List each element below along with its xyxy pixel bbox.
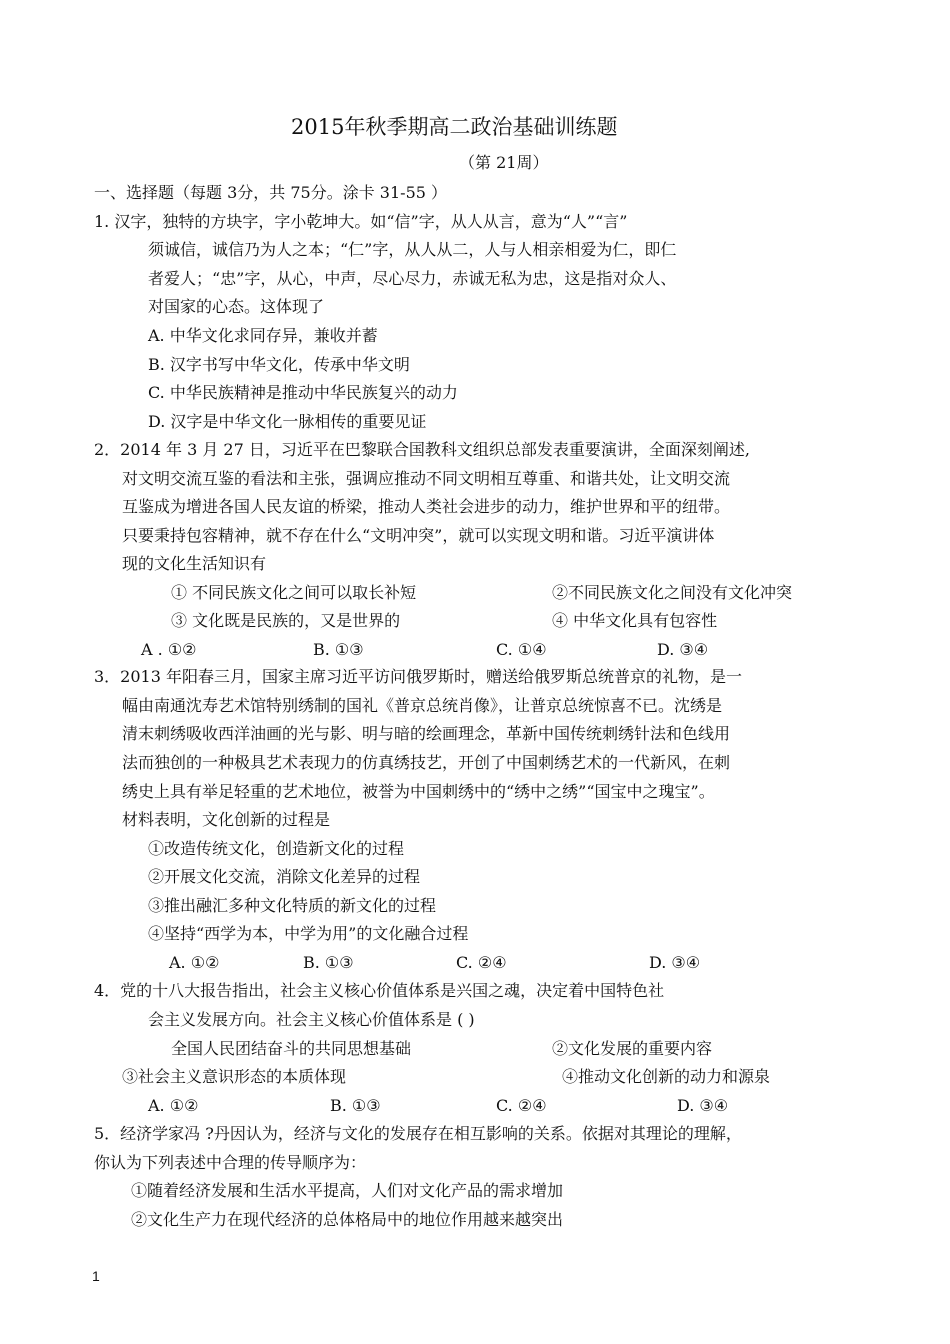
choice-d: D. ③④ (677, 1096, 729, 1115)
statement-item: ④推动文化创新的动力和源泉 (562, 1067, 771, 1086)
statement-item: ① 不同民族文化之间可以取长补短 (171, 583, 417, 602)
question-text-line: 清末刺绣吸收西洋油画的光与影、明与暗的绘画理念，革新中国传统刺绣针法和色线用 (122, 724, 731, 743)
question-text-line: 3．2013 年阳春三月，国家主席习近平访问俄罗斯时，赠送给俄罗斯总统普京的礼物，是一 (94, 667, 742, 686)
choice-d: D. ③④ (657, 640, 709, 659)
question-text-line: 4．党的十八大报告指出，社会主义核心价值体系是兴国之魂，决定着中国特色社 (94, 981, 665, 1000)
choice-c: C. ②④ (496, 1096, 547, 1115)
question-text-line: 只要秉持包容精神，就不存在什么“文明冲突”，就可以实现文明和谐。习近平演讲体 (122, 526, 715, 545)
option-b: B. 汉字书写中华文化，传承中华文明 (148, 355, 410, 374)
page-number: 1 (92, 1268, 100, 1284)
statement-item: ③ 文化既是民族的，又是世界的 (171, 611, 401, 630)
choice-c: C. ②④ (456, 953, 507, 972)
choice-d: D. ③④ (649, 953, 701, 972)
question-text-line: 须诚信，诚信乃为人之本；“仁”字，从人从二，人与人相亲相爱为仁，即仁 (148, 240, 677, 259)
week-label: （第 21周） (459, 153, 549, 172)
question-text-line: 者爱人；“忠”字，从心，中声，尽心尽力，赤诚无私为忠，这是指对众人、 (148, 269, 677, 288)
choice-b: B. ①③ (303, 953, 354, 972)
option-a: A. 中华文化求同存异，兼收并蓄 (148, 326, 378, 345)
question-text-line: 对国家的心态。这体现了 (148, 297, 325, 316)
option-d: D. 汉字是中华文化一脉相传的重要见证 (148, 412, 427, 431)
question-text-line: 互鉴成为增进各国人民友谊的桥梁，推动人类社会进步的动力，维护世界和平的纽带。 (122, 497, 731, 516)
question-text-line: 1. 汉字，独特的方块字，字小乾坤大。如“信”字，从人从言，意为“人”“言” (94, 212, 628, 231)
statement-item: ②文化生产力在现代经济的总体格局中的地位作用越来越突出 (131, 1210, 564, 1229)
choice-b: B. ①③ (330, 1096, 381, 1115)
choice-a: A . ①② (141, 640, 197, 659)
question-text-line: 法而独创的一种极具艺术表现力的仿真绣技艺，开创了中国刺绣艺术的一代新风，在刺 (122, 753, 731, 772)
statement-item: ③社会主义意识形态的本质体现 (122, 1067, 347, 1086)
section-header: 一、选择题（每题 3分，共 75分。涂卡 31-55 ） (94, 183, 448, 202)
question-text-line: 现的文化生活知识有 (122, 554, 267, 573)
statement-item: ①改造传统文化，创造新文化的过程 (148, 839, 405, 858)
statement-item: ②开展文化交流，消除文化差异的过程 (148, 867, 421, 886)
option-c: C. 中华民族精神是推动中华民族复兴的动力 (148, 383, 458, 402)
choice-a: A. ①② (169, 953, 220, 972)
question-text-line: 5．经济学家冯 ?丹因认为，经济与文化的发展存在相互影响的关系。依据对其理论的理解， (94, 1124, 742, 1143)
statement-item: 全国人民团结奋斗的共同思想基础 (171, 1039, 412, 1058)
question-text-line: 材料表明，文化创新的过程是 (122, 810, 331, 829)
statement-item: ②不同民族文化之间没有文化冲突 (552, 583, 793, 602)
question-text-line: 你认为下列表述中合理的传导顺序为： (94, 1153, 367, 1172)
statement-item: ④坚持“西学为本，中学为用”的文化融合过程 (148, 924, 469, 943)
question-text-line: 2．2014 年 3 月 27 日，习近平在巴黎联合国教科文组织总部发表重要演讲，全面深刻阐述, (94, 440, 750, 459)
question-text-line: 幅由南通沈寿艺术馆特别绣制的国礼《普京总统肖像》，让普京总统惊喜不已。沈绣是 (122, 696, 723, 715)
page-title: 2015年秋季期高二政治基础训练题 (291, 115, 618, 139)
statement-item: ③推出融汇多种文化特质的新文化的过程 (148, 896, 437, 915)
choice-c: C. ①④ (496, 640, 547, 659)
question-text-line: 对文明交流互鉴的看法和主张，强调应推动不同文明相互尊重、和谐共处，让文明交流 (122, 469, 731, 488)
statement-item: ②文化发展的重要内容 (552, 1039, 713, 1058)
choice-b: B. ①③ (313, 640, 364, 659)
question-text-line: 绣史上具有举足轻重的艺术地位，被誉为中国刺绣中的“绣中之绣”“国宝中之瑰宝”。 (122, 782, 715, 801)
choice-a: A. ①② (148, 1096, 199, 1115)
statement-item: ④ 中华文化具有包容性 (552, 611, 718, 630)
question-text-line: 会主义发展方向。社会主义核心价值体系是 ( ) (148, 1010, 475, 1029)
statement-item: ①随着经济发展和生活水平提高，人们对文化产品的需求增加 (131, 1181, 564, 1200)
